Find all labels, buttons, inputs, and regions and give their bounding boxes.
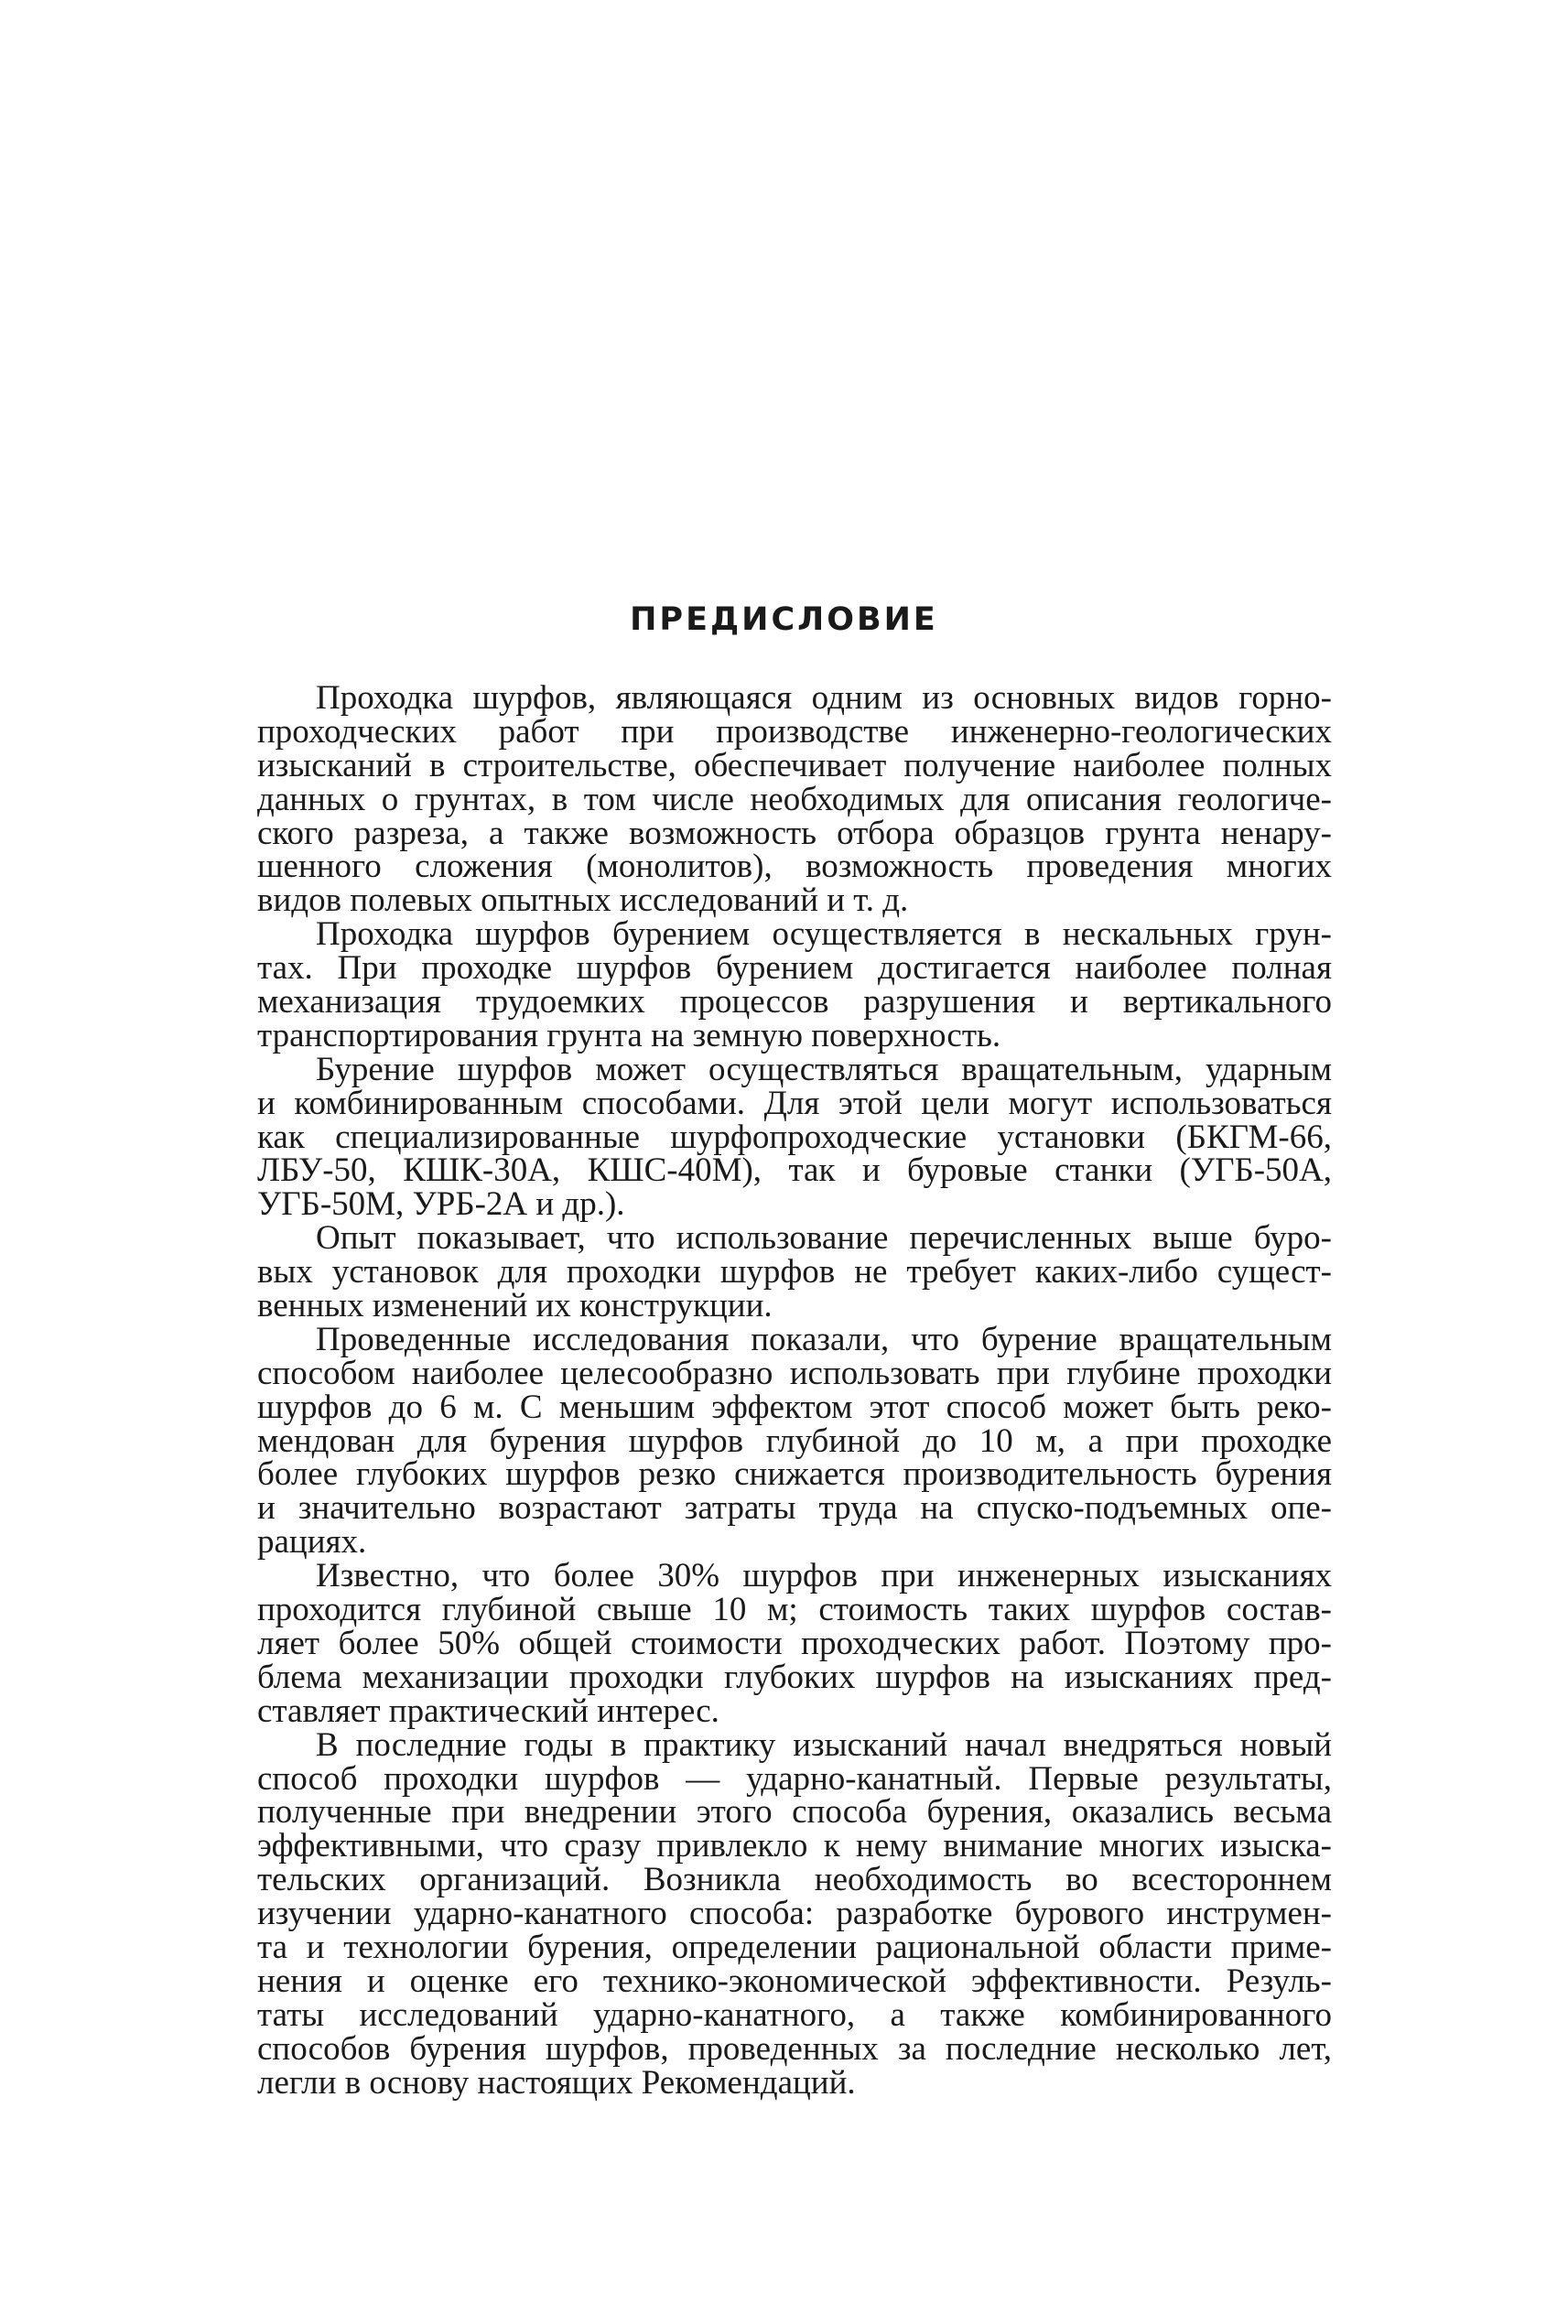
- text-line: Бурение шурфов может осуществляться вращательным, ударным: [316, 1050, 1332, 1088]
- text-line: таты исследований ударно-канатного, а также комбинированного: [257, 1995, 1332, 2034]
- text-line: и значительно возрастают затраты труда на спуско-подъемных опе-: [257, 1489, 1332, 1528]
- text-line: ляет более 50% общей стоимости проходческих работ. Поэтому про-: [257, 1624, 1332, 1662]
- text-line: эффективными, что сразу привлекло к нему внимание многих изыска-: [257, 1827, 1332, 1865]
- text-line: нения и оценке его технико-экономической эффективности. Резуль-: [257, 1962, 1332, 2000]
- text-line: венных изменений их конструкции.: [257, 1287, 773, 1325]
- text-line: Проведенные исследования показали, что бурение вращательным: [316, 1320, 1332, 1358]
- text-line: шенного сложения (монолитов), возможность проведения многих: [257, 848, 1332, 886]
- text-line: блема механизации проходки глубоких шурфов на изысканиях пред-: [257, 1658, 1332, 1696]
- text-line: мендован для бурения шурфов глубиной до 10 м, а при проходке: [257, 1421, 1332, 1460]
- text-line: Опыт показывает, что использование перечисленных выше буро-: [316, 1219, 1332, 1258]
- paragraph: [257, 1219, 1332, 1325]
- text-line: тах. При проходке шурфов бурением достигается наиболее полная: [257, 949, 1332, 988]
- text-line: способ проходки шурфов — ударно-канатный. Первые результаты,: [257, 1759, 1332, 1798]
- text-line: полученные при внедрении этого способа бурения, оказались весьма: [257, 1793, 1332, 1832]
- text-line: шурфов до 6 м. С меньшим эффектом этот способ может быть реко-: [257, 1388, 1332, 1426]
- paragraph: [257, 1320, 1332, 1562]
- text-line: рациях.: [257, 1523, 367, 1562]
- text-line: более глубоких шурфов резко снижается производительность бурения: [257, 1455, 1332, 1494]
- text-line: Проходка шурфов бурением осуществляется в нескальных грун-: [316, 915, 1332, 954]
- text-line: и комбинированным способами. Для этой цели могут использоваться: [257, 1084, 1332, 1122]
- text-line: проходческих работ при производстве инженерно-геологических: [257, 712, 1332, 751]
- text-line: как специализированные шурфопроходческие установки (БКГМ-66,: [257, 1118, 1332, 1156]
- text-line: ставляет практический интерес.: [257, 1692, 719, 1730]
- text-line: Проходка шурфов, являющаяся одним из основных видов горно-: [316, 679, 1332, 717]
- paragraph: [257, 1557, 1332, 1730]
- text-line: легли в основу настоящих Рекомендаций.: [257, 2063, 856, 2102]
- page-title: ПРЕДИСЛОВИЕ: [630, 601, 938, 638]
- text-line: УГБ-50М, УРБ-2А и др.).: [257, 1185, 625, 1224]
- text-line: Известно, что более 30% шурфов при инженерных изысканиях: [316, 1557, 1332, 1595]
- text-line: данных о грунтах, в том числе необходимых для описания геологиче-: [257, 780, 1332, 818]
- text-line: изысканий в строительстве, обеспечивает получение наиболее полных: [257, 746, 1332, 784]
- text-line: проходится глубиной свыше 10 м; стоимость таких шурфов состав-: [257, 1591, 1332, 1629]
- body-text: [257, 679, 1332, 2102]
- text-line: вых установок для проходки шурфов не требует каких-либо сущест-: [257, 1253, 1332, 1292]
- text-line: тельских организаций. Возникла необходимость во всестороннем: [257, 1861, 1332, 1899]
- text-line: способом наиболее целесообразно использовать при глубине проходки: [257, 1354, 1332, 1392]
- paragraph: [257, 1050, 1332, 1224]
- text-line: ЛБУ-50, КШК-30А, КШС-40М), так и буровые станки (УГБ-50А,: [257, 1151, 1332, 1190]
- text-line: транспортирования грунта на земную поверхность.: [257, 1016, 1001, 1054]
- paragraph: [257, 679, 1332, 920]
- text-line: В последние годы в практику изысканий начал внедряться новый: [316, 1725, 1332, 1764]
- paragraph: [257, 915, 1332, 1054]
- text-line: ского разреза, а также возможность отбора образцов грунта ненару-: [257, 814, 1332, 852]
- text-line: механизация трудоемких процессов разрушения и вертикального: [257, 983, 1332, 1021]
- paragraph: [257, 1725, 1332, 2102]
- text-line: изучении ударно-канатного способа: разработке бурового инструмен-: [257, 1895, 1332, 1933]
- text-line: видов полевых опытных исследований и т. д.: [257, 881, 909, 920]
- text-line: способов бурения шурфов, проведенных за последние несколько лет,: [257, 2029, 1332, 2068]
- text-line: та и технологии бурения, определении рациональной области приме-: [257, 1928, 1332, 1966]
